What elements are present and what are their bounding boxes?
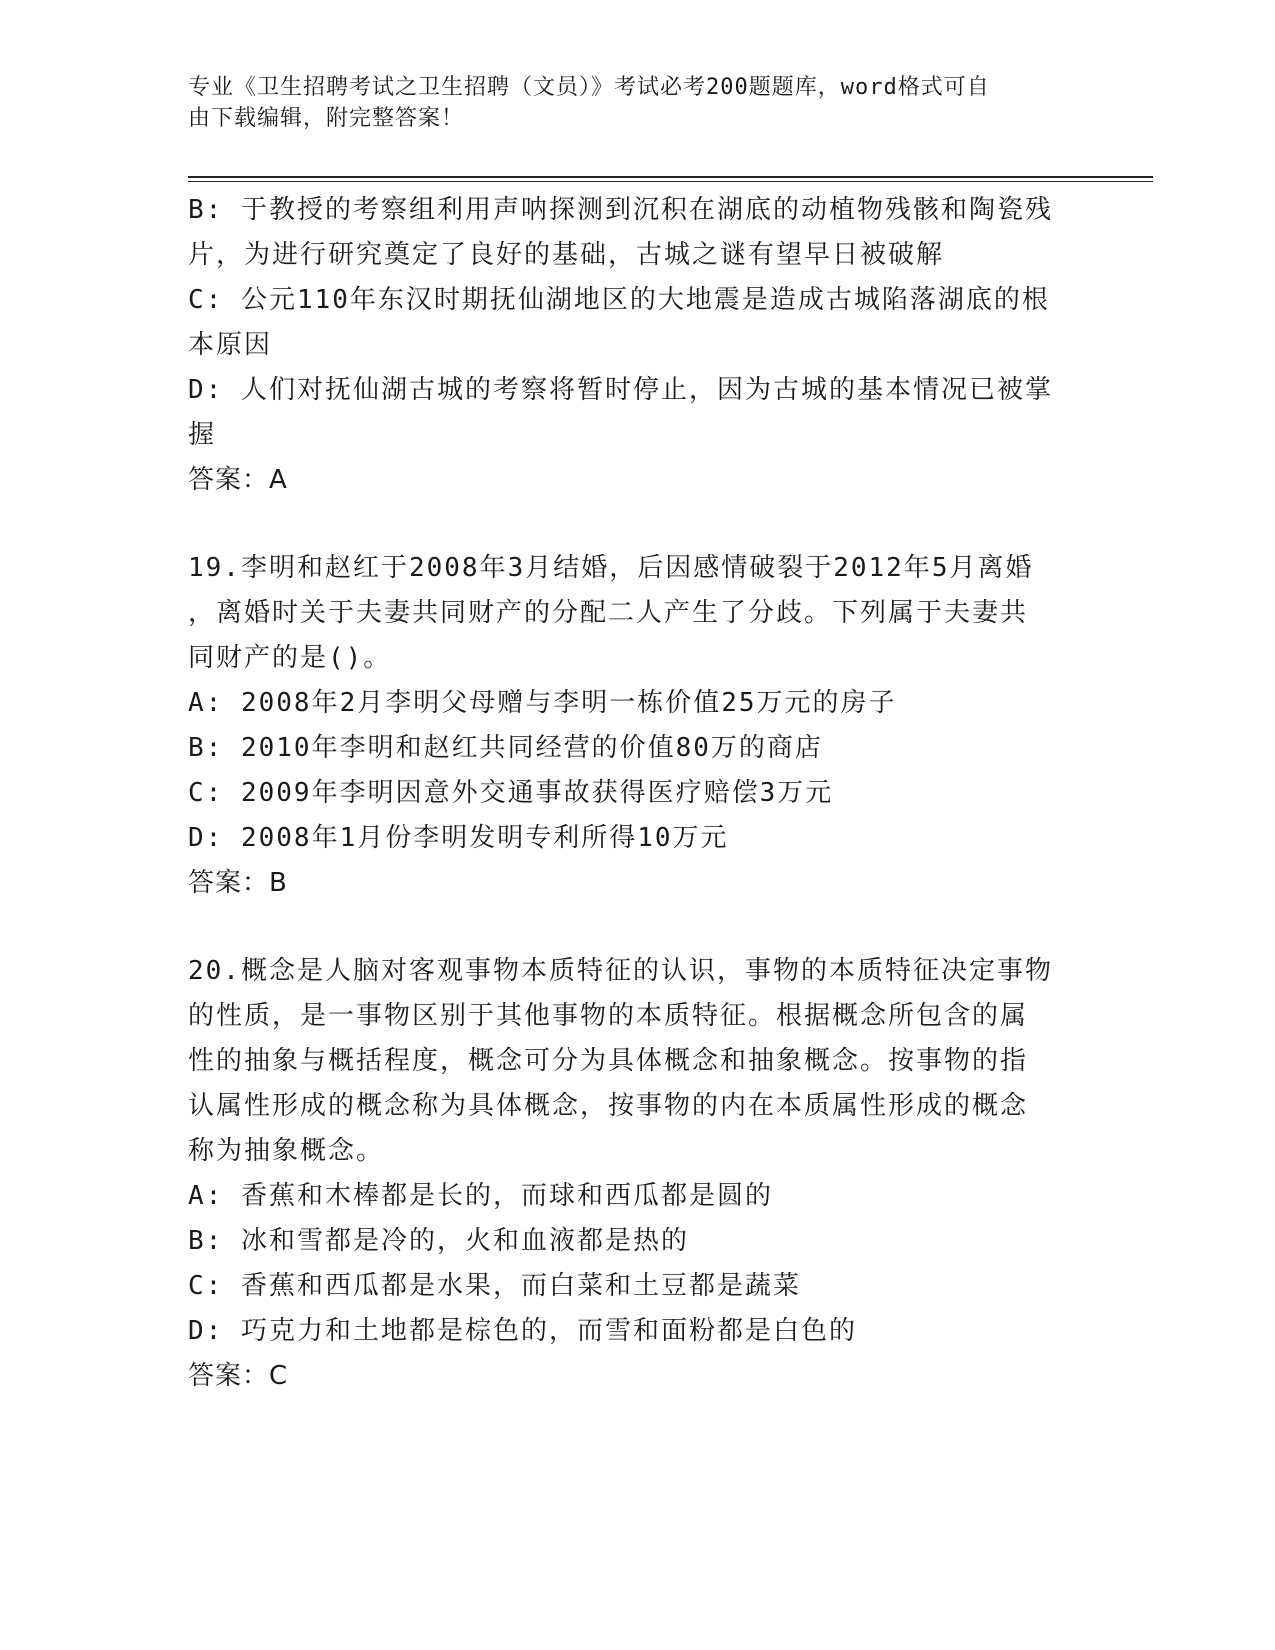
option-b-line: 片，为进行研究奠定了良好的基础，古城之谜有望早日被破解 xyxy=(188,240,945,270)
option-a: A: 2008年2月李明父母赠与李明一栋价值25万元的房子 xyxy=(188,688,897,718)
header-line: 由下载编辑，附完整答案！ xyxy=(188,106,465,131)
question-stem-line: 称为抽象概念。 xyxy=(188,1136,385,1166)
question-20 xyxy=(188,949,1088,1399)
question-stem-line: 性的抽象与概括程度，概念可分为具体概念和抽象概念。按事物的指 xyxy=(188,1046,1029,1076)
header-divider-thick xyxy=(188,176,1153,178)
option-d: D: 巧克力和土地都是棕色的，而雪和面粉都是白色的 xyxy=(188,1316,857,1346)
option-c: C: 2009年李明因意外交通事故获得医疗赔偿3万元 xyxy=(188,778,834,808)
document-body xyxy=(188,188,1088,1399)
header-line: 专业《卫生招聘考试之卫生招聘（文员）》考试必考200题题库，word格式可自 xyxy=(188,75,990,100)
question-stem-line: 的性质，是一事物区别于其他事物的本质特征。根据概念所包含的属 xyxy=(188,1001,1029,1031)
answer-label: 答案：A xyxy=(188,465,288,495)
option-d-line: 握 xyxy=(188,420,217,450)
question-stem-line: ，离婚时关于夫妻共同财产的分配二人产生了分歧。下列属于夫妻共 xyxy=(188,598,1029,628)
option-c: C: 香蕉和西瓜都是水果，而白菜和土豆都是蔬菜 xyxy=(188,1271,801,1301)
question-stem-line: 19.李明和赵红于2008年3月结婚，后因感情破裂于2012年5月离婚 xyxy=(188,553,1034,583)
answer-label: 答案：C xyxy=(188,1361,289,1391)
option-b: B: 冰和雪都是冷的，火和血液都是热的 xyxy=(188,1226,689,1256)
option-d: D: 2008年1月份李明发明专利所得10万元 xyxy=(188,823,729,853)
header-divider-thin xyxy=(188,181,1153,182)
option-c-line: C: 公元110年东汉时期抚仙湖地区的大地震是造成古城陷落湖底的根 xyxy=(188,285,1050,315)
question-18-tail xyxy=(188,188,1088,503)
answer-label: 答案：B xyxy=(188,868,288,898)
option-b: B: 2010年李明和赵红共同经营的价值80万的商店 xyxy=(188,733,823,763)
spacer xyxy=(188,503,1088,546)
question-stem-line: 20.概念是人脑对客观事物本质特征的认识，事物的本质特征决定事物 xyxy=(188,956,1053,986)
option-d-line: D: 人们对抚仙湖古城的考察将暂时停止，因为古城的基本情况已被掌 xyxy=(188,375,1053,405)
question-19 xyxy=(188,546,1088,906)
question-stem-line: 同财产的是()。 xyxy=(188,643,392,673)
page-header xyxy=(188,72,1068,134)
question-stem-line: 认属性形成的概念称为具体概念，按事物的内在本质属性形成的概念 xyxy=(188,1091,1029,1121)
option-c-line: 本原因 xyxy=(188,330,273,360)
spacer xyxy=(188,906,1088,949)
option-b-line: B: 于教授的考察组利用声呐探测到沉积在湖底的动植物残骸和陶瓷残 xyxy=(188,195,1053,225)
option-a: A: 香蕉和木棒都是长的，而球和西瓜都是圆的 xyxy=(188,1181,773,1211)
